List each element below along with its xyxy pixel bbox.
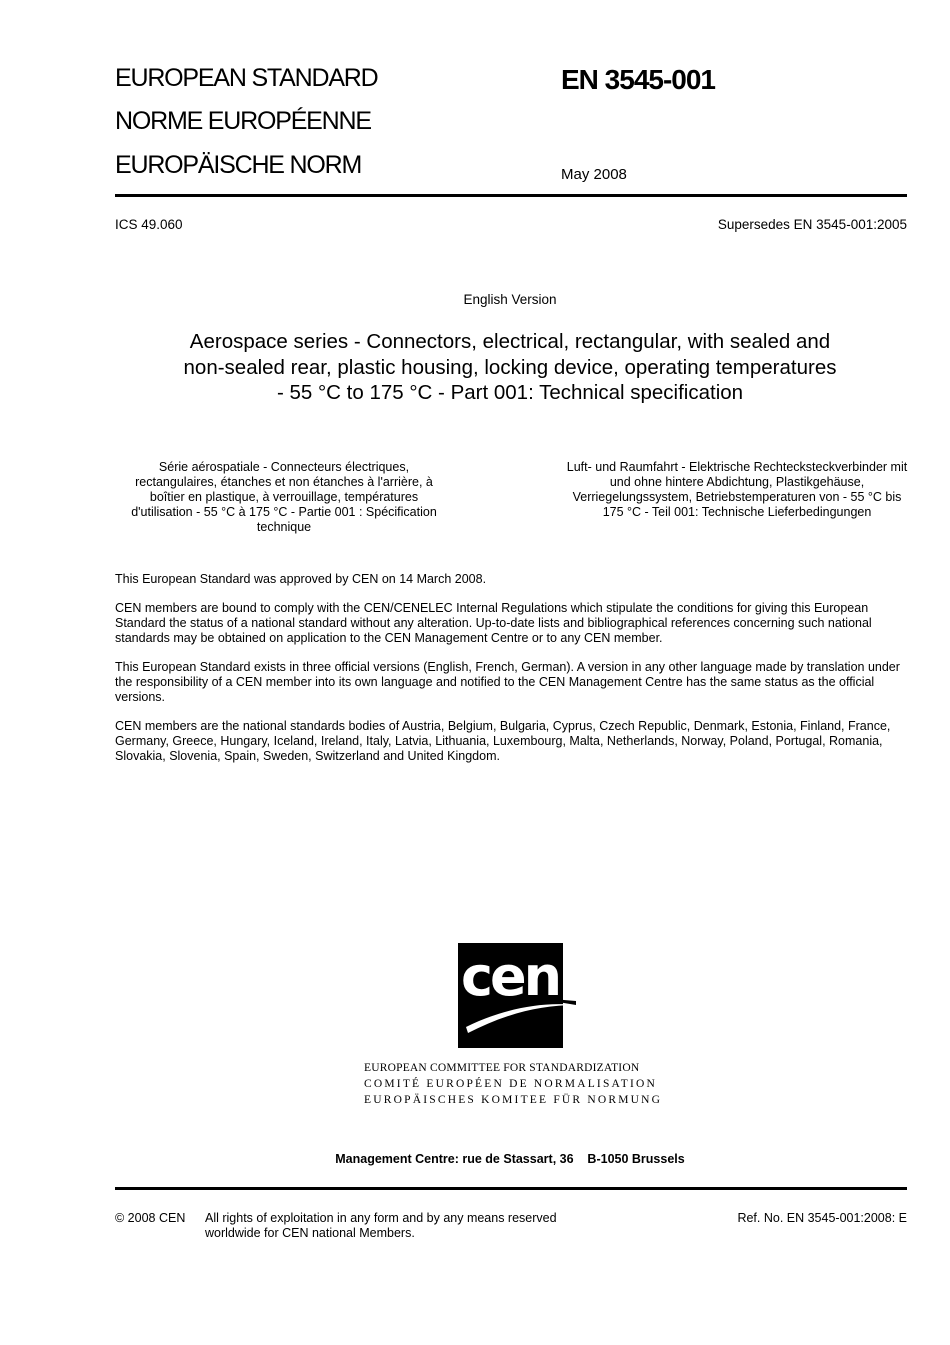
cen-logo	[458, 943, 576, 1048]
versions-paragraph: This European Standard exists in three official versions (English, French, German). A version in any other language made by translation under the responsibility of a CEN member into its own language and notified to the CEN Management Centre has the same status as the official versions.	[115, 660, 900, 704]
ics-code: ICS 49.060	[115, 217, 183, 232]
cen-logo-graphic	[458, 943, 576, 1048]
compliance-paragraph: CEN members are bound to comply with the CEN/CENELEC Internal Regulations which stipulate the conditions for giving this European Standard the status of a national standard without any alteration. Up-to-date lists and bibliographical references concerning such national standards may be obtained on application to the CEN Management Centre or to any CEN member.	[115, 601, 872, 645]
publication-date: May 2008	[561, 166, 627, 183]
german-subtitle: Luft- und Raumfahrt - Elektrische Rechtecksteckverbinder mit und ohne hintere Abdichtung, Plastikgehäuse, Verriegelungssystem, Betriebstemperaturen von - 55 °C bis 175 °C - Teil 001: Technische Lieferbedingungen	[566, 460, 908, 519]
management-centre-address: Management Centre: rue de Stassart, 36 B-1050 Brussels	[335, 1152, 685, 1166]
rights-line-1: All rights of exploitation in any form and by any means reserved	[205, 1211, 557, 1225]
document-title: Aerospace series - Connectors, electrical, rectangular, with sealed and non-sealed rear, plastic housing, locking device, operating temperatures - 55 °C to 175 °C - Part 001: Technical specification	[183, 330, 837, 404]
cen-name-german: EUROPÄISCHES KOMITEE FÜR NORMUNG	[364, 1094, 663, 1106]
cen-logo-text: cen	[460, 945, 560, 1008]
french-subtitle: Série aérospatiale - Connecteurs électriques, rectangulaires, étanches et non étanches à l'arrière, à boîtier en plastique, à verrouillage, températures d'utilisation - 55 °C à 175 °C - Partie 001 : Spécification technique	[131, 460, 437, 534]
rights-line-2: worldwide for CEN national Members.	[205, 1226, 415, 1240]
approval-paragraph: This European Standard was approved by CEN on 14 March 2008.	[115, 572, 487, 586]
standard-title-english: EUROPEAN STANDARD	[115, 64, 378, 92]
standard-title-french: NORME EUROPÉENNE	[115, 107, 371, 135]
header-divider	[115, 194, 907, 197]
standard-title-german: EUROPÄISCHE NORM	[115, 151, 362, 179]
members-paragraph: CEN members are the national standards bodies of Austria, Belgium, Bulgaria, Cyprus, Czech Republic, Denmark, Estonia, Finland, France, Germany, Greece, Hungary, Iceland, Ireland, Italy, Latvia, Lithuania, Luxembourg, Malta, Netherlands, Norway, Poland, Portugal, Romania, Slovakia, Slovenia, Spain, Sweden, Switzerland and United Kingdom.	[115, 719, 891, 763]
cen-name-english: EUROPEAN COMMITTEE FOR STANDARDIZATION	[364, 1062, 640, 1074]
reference-number: Ref. No. EN 3545-001:2008: E	[737, 1211, 907, 1225]
footer-divider	[115, 1187, 907, 1190]
supersedes-note: Supersedes EN 3545-001:2005	[717, 217, 907, 232]
version-label: English Version	[463, 292, 557, 307]
document-number: EN 3545-001	[561, 64, 716, 95]
copyright-notice: © 2008 CEN	[115, 1211, 186, 1225]
cen-name-french: COMITÉ EUROPÉEN DE NORMALISATION	[364, 1078, 658, 1090]
